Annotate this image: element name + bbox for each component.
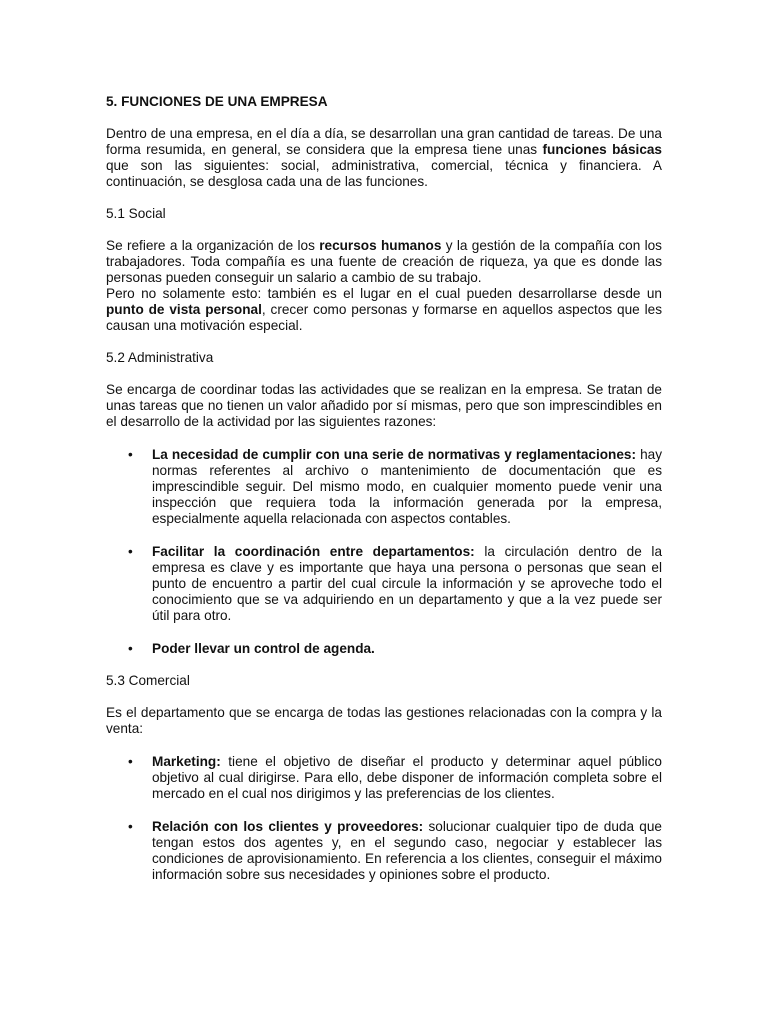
list-item	[106, 754, 662, 802]
list-item	[106, 641, 662, 657]
list-item	[106, 819, 662, 883]
list-item	[106, 447, 662, 527]
administrativa-list	[106, 447, 662, 657]
list-item-text: solucionar cualquier tipo de duda que tengan estos dos agentes y, en el segundo caso, negociar y establecer las condiciones de aprovisionamiento. En referencia a los clientes, conseguir el máximo información sobre sus necesidades y opiniones sobre el producto.	[152, 819, 662, 882]
bullet-icon: •	[128, 819, 133, 834]
page-title: 5. FUNCIONES DE UNA EMPRESA	[106, 94, 328, 109]
list-item-bold: Poder llevar un control de agenda.	[152, 641, 375, 656]
social-p2-text-2: , crecer como personas y formarse en aquellos aspectos que les causan una motivación especial.	[106, 302, 662, 333]
list-item-text: hay normas referentes al archivo o mantenimiento de documentación que es imprescindible seguir. Del mismo modo, en cualquier momento puede venir una inspección que requiera toda la información generada por la empresa, especialmente aquella relacionada con aspectos contables.	[152, 447, 662, 526]
list-item-bold: La necesidad de cumplir con una serie de normativas y reglamentaciones:	[152, 447, 637, 462]
bullet-icon: •	[128, 447, 133, 462]
social-paragraph-2	[106, 286, 662, 334]
section-comercial-title: 5.3 Comercial	[106, 673, 190, 688]
social-p1-text-2: y la gestión de la compañía con los trabajadores. Toda compañía es una fuente de creación de riqueza, ya que es donde las personas pueden conseguir un salario a cambio de su trabajo.	[106, 238, 662, 285]
social-p1-bold: recursos humanos	[319, 238, 442, 253]
list-item-text: la circulación dentro de la empresa es clave y es importante que haya una persona o personas que sean el punto de encuentro a partir del cual circule la información y se aproveche todo el conocimiento que se va adquiriendo en un departamento y que a la vez puede ser útil para otro.	[152, 544, 663, 623]
list-item-text: tiene el objetivo de diseñar el producto y determinar aquel público objetivo al cual dirigirse. Para ello, debe disponer de información completa sobre el mercado en el cual nos dirigimos y las preferencias de los clientes.	[152, 754, 662, 801]
social-p2-text-1: Pero no solamente esto: también es el lugar en el cual pueden desarrollarse desde un	[106, 286, 662, 301]
administrativa-intro: Se encarga de coordinar todas las actividades que se realizan en la empresa. Se tratan de unas tareas que no tienen un valor añadido por sí mismas, pero que son imprescindibles en el desarrollo de la actividad por las siguientes razones:	[106, 382, 662, 429]
list-item-bold: Marketing:	[152, 754, 221, 769]
social-paragraph-1	[106, 238, 662, 286]
intro-text-2: que son las siguientes: social, administrativa, comercial, técnica y financiera. A continuación, se desglosa cada una de las funciones.	[106, 158, 662, 189]
intro-bold-1: funciones básicas	[542, 142, 662, 157]
social-p2-bold: punto de vista personal	[106, 302, 262, 317]
list-item	[106, 544, 662, 624]
comercial-list	[106, 754, 662, 883]
intro-text-1: Dentro de una empresa, en el día a día, se desarrollan una gran cantidad de tareas. De una forma resumida, en general, se considera que la empresa tiene unas	[106, 126, 662, 157]
bullet-icon: •	[128, 754, 133, 769]
bullet-icon: •	[128, 544, 133, 559]
section-social-title: 5.1 Social	[106, 206, 166, 221]
list-item-bold: Relación con los clientes y proveedores:	[152, 819, 424, 834]
intro-paragraph	[106, 126, 662, 190]
social-p1-text-1: Se refiere a la organización de los	[106, 238, 320, 253]
list-item-bold: Facilitar la coordinación entre departamentos:	[152, 544, 475, 559]
bullet-icon: •	[128, 641, 133, 656]
section-administrativa-title: 5.2 Administrativa	[106, 350, 214, 365]
comercial-intro: Es el departamento que se encarga de todas las gestiones relacionadas con la compra y la venta:	[106, 705, 662, 736]
